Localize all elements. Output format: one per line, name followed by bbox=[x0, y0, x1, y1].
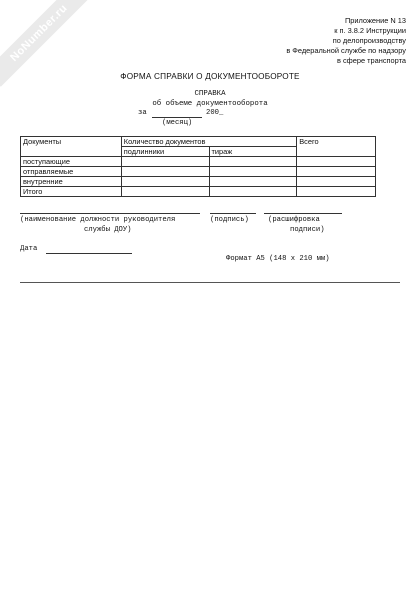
appendix-line: к п. 3.8.2 Инструкции bbox=[334, 26, 406, 35]
signature-underline bbox=[210, 213, 256, 214]
table-cell bbox=[209, 167, 297, 177]
row-label: отправляемые bbox=[21, 167, 122, 177]
table-cell bbox=[297, 167, 376, 177]
table-cell bbox=[121, 167, 209, 177]
position-caption-line1: (наименование должности руководителя bbox=[20, 216, 176, 224]
certificate-subtitle: об объеме документооборота bbox=[152, 100, 268, 108]
table-cell bbox=[297, 187, 376, 197]
document-flow-table bbox=[20, 136, 376, 197]
table-cell bbox=[209, 187, 297, 197]
header-copies: тираж bbox=[209, 147, 297, 157]
appendix-header bbox=[246, 16, 406, 66]
certificate-month-hint: (месяц) bbox=[162, 119, 193, 127]
certificate-for-prefix: за bbox=[138, 109, 147, 117]
decoding-caption-line1: (расшифровка bbox=[268, 216, 320, 224]
header-quantity: Количество документов bbox=[121, 137, 296, 147]
table-cell bbox=[121, 187, 209, 197]
appendix-line: по делопроизводству bbox=[332, 36, 406, 45]
date-label: Дата bbox=[20, 245, 38, 253]
format-note: Формат А5 (148 x 210 мм) bbox=[226, 255, 330, 263]
table-cell bbox=[121, 177, 209, 187]
table-header-row bbox=[21, 137, 376, 147]
table-cell bbox=[297, 157, 376, 167]
position-caption-line2: службы ДОУ) bbox=[84, 226, 132, 234]
page-divider bbox=[20, 282, 400, 283]
row-label: поступающие bbox=[21, 157, 122, 167]
header-total: Всего bbox=[297, 137, 376, 157]
certificate-year: 200_ bbox=[206, 109, 224, 117]
table-cell bbox=[209, 177, 297, 187]
table-row bbox=[21, 167, 376, 177]
header-documents: Документы bbox=[21, 137, 122, 157]
signature-caption: (подпись) bbox=[210, 216, 249, 224]
table-row bbox=[21, 177, 376, 187]
appendix-line: в Федеральной службе по надзору bbox=[286, 46, 406, 55]
table-cell bbox=[297, 177, 376, 187]
row-label: внутренние bbox=[21, 177, 122, 187]
row-label: Итого bbox=[21, 187, 122, 197]
decoding-underline bbox=[264, 213, 342, 214]
table-row bbox=[21, 157, 376, 167]
position-underline bbox=[20, 213, 200, 214]
appendix-line: в сфере транспорта bbox=[337, 56, 406, 65]
date-underline bbox=[46, 253, 132, 254]
appendix-line: Приложение N 13 bbox=[344, 16, 406, 25]
table-row bbox=[21, 187, 376, 197]
table-cell bbox=[121, 157, 209, 167]
watermark-banner: NoNumber.ru bbox=[0, 0, 93, 87]
certificate-title: СПРАВКА bbox=[194, 90, 226, 98]
header-originals: подлинники bbox=[121, 147, 209, 157]
decoding-caption-line2: подписи) bbox=[290, 226, 325, 234]
form-title: ФОРМА СПРАВКИ О ДОКУМЕНТООБОРОТЕ bbox=[120, 72, 300, 81]
table-cell bbox=[209, 157, 297, 167]
